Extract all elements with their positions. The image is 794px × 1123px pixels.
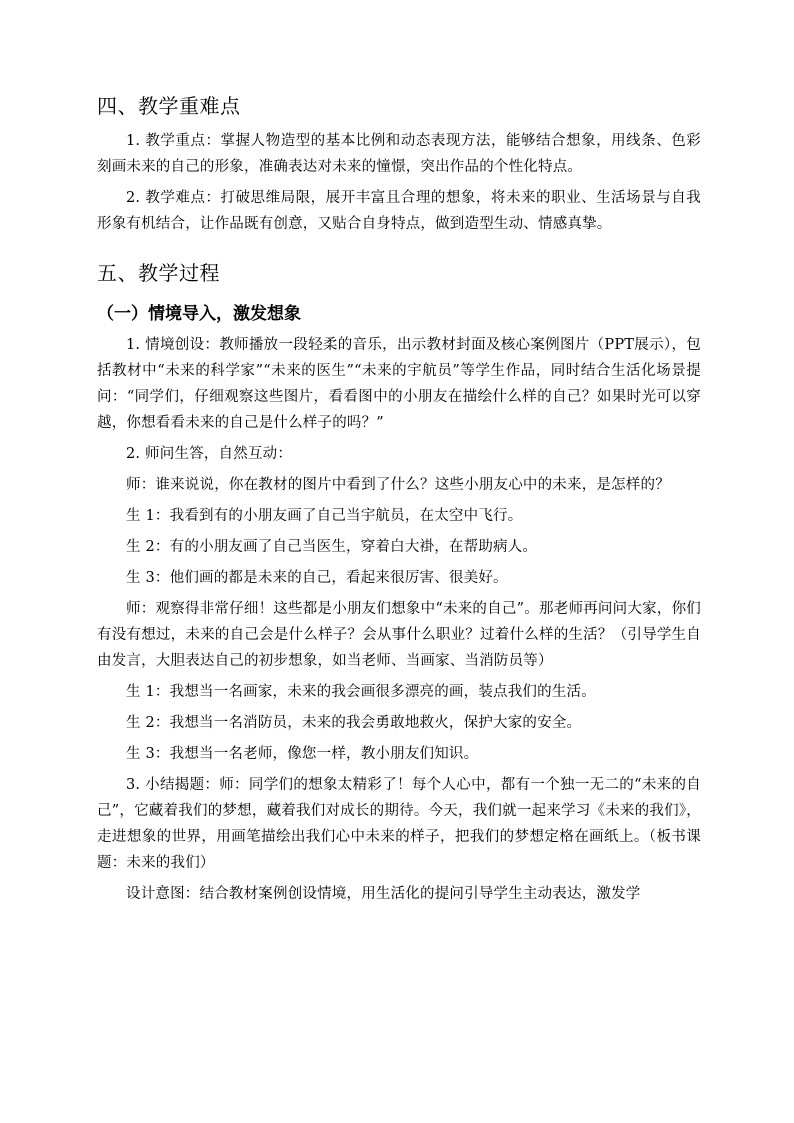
paragraph-student-answer: 生 3：他们画的都是未来的自己，看起来很厉害、很美好。 xyxy=(126,570,508,586)
section-heading-key-points: 四、教学重难点 xyxy=(97,94,241,118)
paragraph-student-answer: 生 3：我想当一名老师，像您一样，教小朋友们知识。 xyxy=(126,746,479,762)
paragraph-summary: 3. 小结揭题：师：同学们的想象太精彩了！每个人心中，都有一个独一无二的“未来的自己”，它藏着我们的梦想，藏着我们对成长的期待。今天，我们就一起来学习《未来的我们》，走进想象的世界，用画笔描绘出我们心中未来的样子，把我们的梦想定格在画纸上。（板书课题：未来的我们） xyxy=(97,777,701,871)
paragraph-design-intent: 设计意图：结合教材案例创设情境，用生活化的提问引导学生主动表达，激发学 xyxy=(126,886,641,902)
paragraph-student-answer: 生 1：我想当一名画家，未来的我会画很多漂亮的画，装点我们的生活。 xyxy=(126,684,596,700)
paragraph-qa-intro: 2. 师问生答，自然互动： xyxy=(126,446,293,462)
paragraph-student-answer: 生 2：有的小朋友画了自己当医生，穿着白大褂，在帮助病人。 xyxy=(126,539,538,555)
paragraph-student-answer: 生 2：我想当一名消防员，未来的我会勇敢地救火，保护大家的安全。 xyxy=(126,715,582,731)
subsection-heading-intro: （一）情境导入，激发想象 xyxy=(97,304,301,324)
paragraph-student-answer: 生 1：我看到有的小朋友画了自己当宇航员，在太空中飞行。 xyxy=(126,508,523,524)
paragraph-situation: 1. 情境创设：教师播放一段轻柔的音乐，出示教材封面及核心案例图片（PPT展示），包括教材中“未来的科学家”“未来的医生”“未来的宇航员”等学生作品，同时结合生活化场景提问：“同学们，仔细观察这些图片，看看图中的小朋友在描绘什么样的自己？如果时光可以穿越，你想看看未来的自己是什么样子的吗？” xyxy=(97,337,701,431)
paragraph-difficult-point: 2. 教学难点：打破思维局限，展开丰富且合理的想象，将未来的职业、生活场景与自我形象有机结合，让作品既有创意，又贴合自身特点，做到造型生动、情感真挚。 xyxy=(97,190,701,232)
paragraph-teacher-question: 师：谁来说说，你在教材的图片中看到了什么？这些小朋友心中的未来，是怎样的？ xyxy=(126,477,670,493)
section-heading-teaching-process: 五、教学过程 xyxy=(97,261,220,285)
paragraph-teacher-followup: 师：观察得非常仔细！这些都是小朋友们想象中“未来的自己”。那老师再问问大家，你们有没有想过，未来的自己会是什么样子？会从事什么职业？过着什么样的生活？（引导学生自由发言，大胆表达自己的初步想象，如当老师、当画家、当消防员等） xyxy=(97,601,701,669)
paragraph-key-point: 1. 教学重点：掌握人物造型的基本比例和动态表现方法，能够结合想象，用线条、色彩刻画未来的自己的形象，准确表达对未来的憧憬，突出作品的个性化特点。 xyxy=(97,133,701,175)
document-body xyxy=(97,92,701,907)
